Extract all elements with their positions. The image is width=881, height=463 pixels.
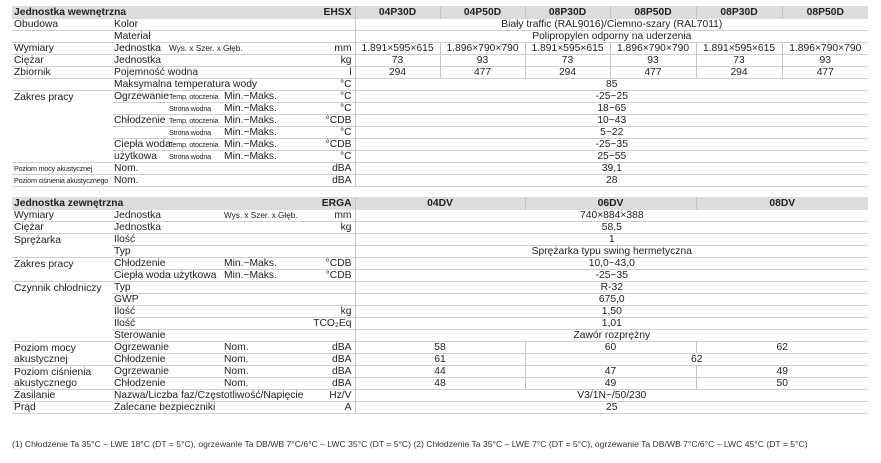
section-label — [12, 306, 112, 318]
unit-label: dBA — [286, 366, 355, 378]
table-row — [12, 270, 868, 282]
value-cell: 1 — [355, 234, 868, 246]
unit-label: °C — [286, 103, 355, 115]
outdoor-spec-table — [12, 197, 868, 414]
indoor-model-header: 04P50D — [440, 6, 525, 19]
item-label: Pojemność wodna — [112, 67, 286, 79]
item-label: Kolor — [112, 19, 286, 31]
item-label: Typ — [112, 282, 286, 294]
spec-label: Min.~Maks. — [222, 91, 286, 103]
table-row — [12, 222, 868, 234]
table-row — [12, 79, 868, 91]
table-row — [12, 366, 868, 378]
indoor-model-header: 08P50D — [782, 6, 868, 19]
value-cell: Biały traffic (RAL9016)/Ciemno-szary (RAL7011) — [355, 19, 868, 31]
value-cell: 10,0~43,0 — [355, 258, 868, 270]
section-label: akustycznego — [12, 378, 112, 390]
outdoor-title: Jednostka zewnętrzna — [12, 197, 286, 210]
section-label — [12, 151, 112, 163]
indoor-series: EHSX — [286, 6, 355, 19]
value-cell: 1,50 — [355, 306, 868, 318]
spec-label: Wys. x Szer. x Głęb. — [224, 211, 298, 220]
section-label: Poziom mocy akustycznej — [12, 163, 112, 175]
value-cell: 5~22 — [355, 127, 868, 139]
table-row — [12, 210, 868, 222]
unit-label: °CDB — [286, 139, 355, 151]
section-label: Zbiornik — [12, 67, 112, 79]
spec-label: Nom. — [222, 378, 286, 390]
item-label: Jednostka — [112, 210, 222, 222]
spec-label: Wys. x Szer. x Głęb. — [167, 43, 286, 55]
unit-label: mm — [286, 210, 355, 222]
item-label — [112, 103, 167, 115]
value-cell: -25~35 — [355, 270, 868, 282]
value-cell: 93 — [782, 55, 868, 67]
section-label: Poziom ciśnienia akustycznego — [12, 175, 112, 187]
section-label: Sprężarka — [14, 234, 61, 246]
section-label — [12, 294, 112, 306]
indoor-model-header: 08P50D — [610, 6, 696, 19]
indoor-model-header: 04P30D — [355, 6, 440, 19]
item-label: Sterowanie — [112, 330, 286, 342]
value-cell: 61 — [355, 354, 525, 366]
value-cell: R-32 — [355, 282, 868, 294]
value-cell: 1.896×790×790 — [440, 43, 525, 55]
item-label: Ogrzewanie — [112, 342, 222, 354]
section-label — [12, 330, 112, 342]
section-label — [12, 270, 112, 282]
value-cell: 62 — [525, 354, 868, 366]
value-cell: 85 — [355, 79, 868, 91]
table-row — [12, 67, 868, 79]
outdoor-model-header: 06DV — [525, 197, 696, 210]
value-cell: Sprężarka typu swing hermetyczna — [355, 246, 868, 258]
table-row — [12, 139, 868, 151]
item-label: Maksymalna temperatura wody — [112, 79, 286, 91]
value-cell: Polipropylen odporny na uderzenia — [355, 31, 868, 43]
value-cell: 1,01 — [355, 318, 868, 330]
value-cell: 93 — [440, 55, 525, 67]
value-cell: 39,1 — [355, 163, 868, 175]
outdoor-model-header: 04DV — [355, 197, 525, 210]
section-label: Prąd — [12, 402, 112, 414]
item-label: Ciepła woda użytkowa — [112, 270, 222, 282]
spec-label: Min.~Maks. — [222, 127, 286, 139]
table-row — [12, 402, 868, 414]
value-cell: 73 — [525, 55, 610, 67]
section-label: Poziom mocy — [14, 342, 76, 354]
table-row — [12, 103, 868, 115]
outdoor-model-header: 08DV — [696, 197, 868, 210]
unit-label: dBA — [286, 378, 355, 390]
spec-label: Min.~Maks. — [222, 151, 286, 163]
unit-label: °CDB — [286, 115, 355, 127]
value-cell: 47 — [525, 366, 696, 378]
value-cell: 25~55 — [355, 151, 868, 163]
section-label: Ciężar — [12, 55, 112, 67]
unit-label — [286, 31, 355, 43]
item-label: Nom. — [112, 163, 286, 175]
unit-label: dBA — [286, 354, 355, 366]
spec-label: Nom. — [222, 342, 286, 354]
section-label: Czynnik chłodniczy — [14, 282, 102, 294]
unit-label: kg — [286, 55, 355, 67]
table-row — [12, 55, 868, 67]
item-label: Ilość — [112, 318, 286, 330]
unit-label — [286, 294, 355, 306]
value-cell: 1.891×595×615 — [355, 43, 440, 55]
value-cell: 1.896×790×790 — [782, 43, 868, 55]
spec-label: Min.~Maks. — [222, 270, 286, 282]
section-label — [12, 31, 112, 43]
unit-label: kg — [286, 222, 355, 234]
unit-label: °C — [286, 79, 355, 91]
section-label: Wymiary — [12, 210, 112, 222]
value-cell: 73 — [696, 55, 782, 67]
table-row — [12, 115, 868, 127]
value-cell: 60 — [525, 342, 696, 354]
value-cell: V3/1N~/50/230 — [355, 390, 868, 402]
section-label — [12, 139, 112, 151]
spec-label: Nom. — [222, 366, 286, 378]
footnote: (1) Chłodzenie Ta 35°C – LWE 18°C (DT = 5°C), ogrzewanie Ta DB/WB 7°C/6°C – LWC 35°C (DT = 5°C) (2) Chłodzenie Ta 35°C – LWE 7°C (DT = 5°C), ogrzewanie Ta DB/WB 7°C/6°C – LWC 45°C (DT = 5°C) — [12, 439, 808, 449]
unit-label: l — [286, 67, 355, 79]
item-label: Ogrzewanie — [114, 91, 169, 102]
table-row — [12, 318, 868, 330]
section-label — [12, 79, 112, 91]
sub-label: Strona wodna — [167, 151, 222, 163]
value-cell: 49 — [696, 366, 868, 378]
indoor-model-header: 08P30D — [525, 6, 610, 19]
item-label: Typ — [112, 246, 286, 258]
indoor-title: Jednostka wewnętrzna — [12, 6, 286, 19]
section-label: Poziom ciśnienia — [14, 366, 92, 378]
spec-label: Min.~Maks. — [222, 258, 286, 270]
spec-label: Min.~Maks. — [222, 103, 286, 115]
value-cell: 58,5 — [355, 222, 868, 234]
table-row — [12, 390, 868, 402]
unit-label: °C — [286, 91, 355, 103]
section-label: Zakres pracy — [14, 258, 74, 270]
value-cell: 675,0 — [355, 294, 868, 306]
section-label: Zakres pracy — [14, 91, 74, 103]
table-row — [12, 282, 868, 294]
indoor-model-header: 08P30D — [696, 6, 782, 19]
unit-label: Hz/V — [286, 390, 355, 402]
sub-label: Temp. otoczenia — [167, 139, 222, 151]
unit-label: °C — [286, 127, 355, 139]
section-label — [12, 246, 112, 258]
value-cell: -25~25 — [355, 91, 868, 103]
section-label: Zasilanie — [12, 390, 112, 402]
section-label — [12, 318, 112, 330]
value-cell: 44 — [355, 366, 525, 378]
table-row — [12, 330, 868, 342]
table-row — [12, 19, 868, 31]
value-cell: 740×884×388 — [355, 210, 868, 222]
table-row — [12, 258, 868, 270]
section-label — [12, 127, 112, 139]
item-label: Ogrzewanie — [112, 366, 222, 378]
unit-label — [286, 282, 355, 294]
sub-label: Temp. otoczenia — [167, 91, 222, 103]
indoor-header-row — [12, 6, 868, 19]
value-cell: 49 — [525, 378, 696, 390]
value-cell: 477 — [610, 67, 696, 79]
item-label: Materiał — [112, 31, 286, 43]
value-cell: 294 — [525, 67, 610, 79]
table-row — [12, 163, 868, 175]
table-row — [12, 246, 868, 258]
unit-label: A — [286, 402, 355, 414]
table-row — [12, 234, 868, 246]
section-label: Wymiary — [12, 43, 112, 55]
item-label: Zalecane bezpieczniki — [112, 402, 286, 414]
section-label: Ciężar — [12, 222, 112, 234]
value-cell: 93 — [610, 55, 696, 67]
item-label: Ilość — [112, 306, 286, 318]
item-label — [112, 127, 167, 139]
sub-label: Strona wodna — [167, 103, 222, 115]
unit-label — [286, 330, 355, 342]
item-label: Jednostka — [112, 43, 167, 55]
section-label — [12, 103, 112, 115]
unit-label: dBA — [286, 175, 355, 187]
item-label: Jednostka — [112, 222, 286, 234]
item-label: użytkowa — [112, 151, 167, 163]
unit-label: °CDB — [286, 258, 355, 270]
unit-label — [286, 19, 355, 31]
item-label: Nom. — [112, 175, 286, 187]
unit-label: dBA — [286, 163, 355, 175]
section-label: Obudowa — [12, 19, 112, 31]
unit-label: dBA — [286, 342, 355, 354]
unit-label: °CDB — [286, 270, 355, 282]
value-cell: 477 — [440, 67, 525, 79]
value-cell: 477 — [782, 67, 868, 79]
table-row — [12, 91, 868, 103]
table-row — [12, 127, 868, 139]
value-cell: 1.891×595×615 — [696, 43, 782, 55]
table-row — [12, 151, 868, 163]
spec-label: Min.~Maks. — [222, 139, 286, 151]
value-cell: 10~43 — [355, 115, 868, 127]
sub-label: Temp. otoczenia — [167, 115, 222, 127]
item-label: GWP — [112, 294, 286, 306]
item-label: Ciepła woda — [114, 139, 171, 150]
table-row — [12, 31, 868, 43]
value-cell: Zawór rozprężny — [355, 330, 868, 342]
table-row — [12, 378, 868, 390]
value-cell: 50 — [696, 378, 868, 390]
sub-label: Strona wodna — [167, 127, 222, 139]
value-cell: 73 — [355, 55, 440, 67]
outdoor-series: ERGA — [286, 197, 355, 210]
unit-label — [286, 234, 355, 246]
item-label: Nazwa/Liczba faz/Częstotliwość/Napięcie — [114, 390, 304, 401]
value-cell: 294 — [355, 67, 440, 79]
item-label: Chłodzenie — [114, 115, 166, 126]
item-label: Chłodzenie — [112, 378, 222, 390]
indoor-spec-table — [12, 6, 868, 187]
unit-label: °C — [286, 151, 355, 163]
table-row — [12, 354, 868, 366]
table-row — [12, 175, 868, 187]
spec-label: Nom. — [222, 354, 286, 366]
section-label — [12, 115, 112, 127]
table-row — [12, 43, 868, 55]
item-label: Chłodzenie — [112, 354, 222, 366]
value-cell: 58 — [355, 342, 525, 354]
outdoor-header-row — [12, 197, 868, 210]
value-cell: 1.891×595×615 — [525, 43, 610, 55]
table-row — [12, 342, 868, 354]
value-cell: 48 — [355, 378, 525, 390]
value-cell: 25 — [355, 402, 868, 414]
item-label: Jednostka — [112, 55, 286, 67]
value-cell: 62 — [696, 342, 868, 354]
item-label: Ilość — [112, 234, 286, 246]
item-label: Chłodzenie — [112, 258, 222, 270]
table-row — [12, 294, 868, 306]
table-row — [12, 306, 868, 318]
value-cell: 1.896×790×790 — [610, 43, 696, 55]
section-label: akustycznej — [12, 354, 112, 366]
value-cell: -25~35 — [355, 139, 868, 151]
unit-label: TCO₂Eq — [286, 318, 355, 330]
value-cell: 28 — [355, 175, 868, 187]
unit-label: mm — [286, 43, 355, 55]
unit-label — [286, 246, 355, 258]
value-cell: 18~65 — [355, 103, 868, 115]
spec-label: Min.~Maks. — [222, 115, 286, 127]
value-cell: 294 — [696, 67, 782, 79]
unit-label: kg — [286, 306, 355, 318]
